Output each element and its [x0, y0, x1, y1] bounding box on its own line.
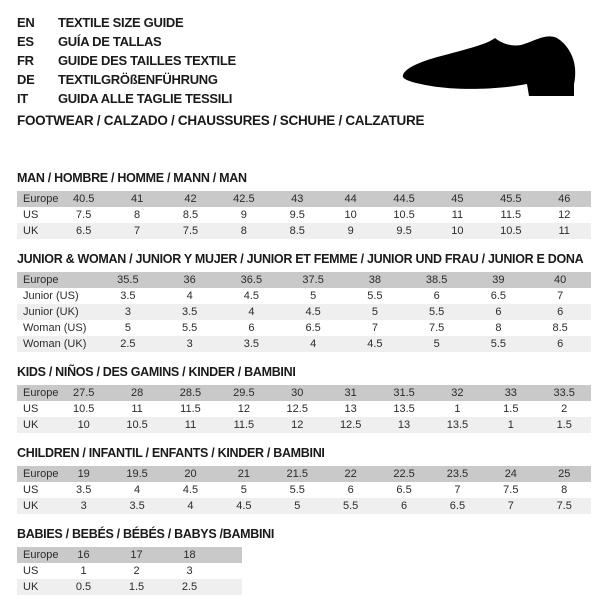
size-row: [17, 223, 591, 239]
size-value: 7: [507, 500, 514, 512]
size-value: 4.5: [305, 306, 321, 318]
size-value: 36: [183, 274, 196, 286]
size-value: 18: [183, 549, 196, 561]
guide-title-de: TEXTILGRÖßENFÜHRUNG: [58, 72, 218, 87]
size-value: 30: [291, 387, 304, 399]
size-value: 10.5: [500, 225, 522, 237]
region-label: Junior (UK): [23, 306, 79, 318]
size-value: 46: [558, 193, 571, 205]
size-value: 7.5: [428, 322, 445, 334]
language-code: ES: [17, 34, 34, 49]
region-label: Europe: [23, 193, 59, 205]
size-value: 13: [344, 403, 357, 415]
size-value: 35.5: [117, 274, 139, 286]
region-label: US: [23, 403, 39, 415]
size-value: 38.5: [425, 274, 448, 286]
table-rows: [17, 466, 590, 514]
size-value: 6: [557, 306, 564, 318]
size-value: 7.5: [503, 484, 519, 496]
size-header-row: [17, 466, 591, 482]
size-value: 6.5: [305, 322, 321, 334]
size-value: 5.5: [181, 322, 198, 334]
size-value: 8.5: [289, 225, 305, 237]
size-value: 17: [130, 549, 143, 561]
size-value: 13: [397, 419, 411, 431]
size-value: 43: [291, 193, 304, 205]
size-value: 1.5: [128, 581, 145, 593]
size-value: 5.5: [367, 290, 383, 302]
size-value: 9.5: [396, 225, 412, 237]
size-value: 3.5: [76, 484, 92, 496]
size-value: 40.5: [72, 193, 95, 205]
size-value: 5.5: [428, 306, 445, 318]
size-value: 11.5: [233, 419, 255, 431]
size-row: [17, 401, 591, 417]
region-label: UK: [23, 419, 39, 431]
region-label: US: [23, 484, 39, 496]
size-value: 11: [184, 419, 197, 431]
size-table-children: [17, 446, 590, 514]
size-value: 4: [186, 290, 193, 302]
size-value: 45: [451, 193, 464, 205]
size-table-kids: [17, 365, 590, 433]
region-label: Europe: [23, 549, 59, 561]
size-value: 6.5: [396, 484, 412, 496]
size-value: 3: [80, 500, 87, 512]
size-value: 45.5: [500, 193, 522, 205]
size-row: [17, 563, 242, 579]
size-value: 9: [347, 225, 354, 237]
size-value: 23.5: [446, 468, 469, 480]
size-value: 7: [134, 225, 141, 237]
size-value: 41: [130, 193, 144, 205]
size-value: 10: [77, 419, 90, 431]
size-row: [17, 482, 591, 498]
category-heading: FOOTWEAR / CALZADO / CHAUSSURES / SCHUHE / CALZATURE: [17, 113, 425, 128]
size-value: 11.5: [500, 209, 522, 221]
size-value: 5: [294, 500, 301, 512]
size-value: 12.5: [339, 419, 362, 431]
region-label: US: [23, 209, 39, 221]
size-value: 38: [368, 274, 381, 286]
size-value: 21: [237, 468, 250, 480]
size-value: 33.5: [553, 387, 575, 399]
size-value: 9.5: [289, 209, 305, 221]
size-value: 25: [558, 468, 571, 480]
size-value: 10: [344, 209, 357, 221]
size-value: 5: [433, 338, 440, 350]
size-value: 6.5: [490, 290, 507, 302]
size-header-row: [17, 547, 242, 563]
size-value: 1: [80, 565, 87, 577]
size-value: 9: [240, 209, 247, 221]
size-row: [17, 288, 591, 304]
size-value: 2: [561, 403, 568, 415]
language-code: FR: [17, 53, 34, 68]
size-value: 11: [451, 209, 464, 221]
size-value: 4.5: [182, 484, 199, 496]
size-value: 1: [454, 403, 461, 415]
size-value: 37.5: [302, 274, 324, 286]
size-value: 31: [344, 387, 357, 399]
size-value: 7: [371, 322, 378, 334]
size-value: 28: [130, 387, 144, 399]
size-value: 2: [133, 565, 140, 577]
table-title: JUNIOR & WOMAN / JUNIOR Y MUJER / JUNIOR ET FEMME / JUNIOR UND FRAU / JUNIOR E DONA: [17, 252, 584, 266]
size-value: 10.5: [72, 403, 95, 415]
size-value: 5: [240, 484, 247, 496]
size-row: [17, 320, 591, 336]
size-value: 6.5: [449, 500, 466, 512]
size-value: 11: [558, 225, 570, 237]
size-value: 10: [451, 225, 464, 237]
size-value: 3.5: [120, 290, 136, 302]
size-value: 6: [433, 290, 440, 302]
size-value: 6: [248, 322, 255, 334]
dress-shoe-icon: [391, 20, 577, 108]
size-value: 19: [77, 468, 90, 480]
size-value: 3.5: [243, 338, 260, 350]
size-value: 2.5: [181, 581, 198, 593]
size-value: 6: [347, 484, 354, 496]
size-value: 1: [507, 419, 514, 431]
guide-title-en: TEXTILE SIZE GUIDE: [58, 15, 184, 30]
size-value: 7.5: [556, 500, 572, 512]
language-code: IT: [17, 91, 28, 106]
size-value: 8.5: [182, 209, 199, 221]
size-value: 42.5: [233, 193, 255, 205]
region-label: Europe: [23, 274, 59, 286]
size-value: 40: [554, 274, 567, 286]
region-label: US: [23, 565, 39, 577]
size-value: 3.5: [129, 500, 145, 512]
size-value: 3: [124, 306, 131, 318]
size-value: 39: [492, 274, 505, 286]
size-value: 8.5: [552, 322, 568, 334]
size-table-man: [17, 171, 590, 239]
size-value: 7: [454, 484, 461, 496]
size-value: 5: [124, 322, 131, 334]
size-value: 21.5: [286, 468, 308, 480]
region-label: UK: [23, 581, 39, 593]
language-code: EN: [17, 15, 35, 30]
size-value: 22: [344, 468, 357, 480]
table-rows: [17, 385, 590, 433]
size-value: 11: [131, 403, 143, 415]
size-value: 13.5: [446, 419, 469, 431]
region-label: UK: [23, 225, 39, 237]
size-value: 11.5: [180, 403, 201, 415]
size-value: 12: [237, 403, 250, 415]
language-code: DE: [17, 72, 35, 87]
size-value: 16: [77, 549, 90, 561]
size-value: 7: [557, 290, 564, 302]
size-value: 4.5: [236, 500, 252, 512]
size-row: [17, 579, 242, 595]
table-title: MAN / HOMBRE / HOMME / MANN / MAN: [17, 171, 247, 185]
size-value: 5: [310, 290, 317, 302]
size-value: 3: [186, 338, 193, 350]
size-row: [17, 498, 591, 514]
guide-header: [17, 13, 590, 129]
size-value: 1.5: [503, 403, 519, 415]
size-value: 44: [344, 193, 357, 205]
size-value: 31.5: [393, 387, 415, 399]
region-label: Europe: [23, 387, 59, 399]
size-value: 4: [248, 306, 255, 318]
size-value: 44.5: [393, 193, 415, 205]
size-value: 5.5: [289, 484, 305, 496]
size-value: 7.5: [182, 225, 199, 237]
size-value: 6: [400, 500, 408, 512]
size-header-row: [17, 191, 591, 207]
size-value: 12: [558, 209, 571, 221]
size-value: 0.5: [75, 581, 92, 593]
size-table-babies: [17, 527, 590, 595]
size-value: 6: [495, 306, 502, 318]
size-value: 4.5: [243, 290, 260, 302]
size-value: 2.5: [120, 338, 136, 350]
size-value: 24: [504, 468, 517, 480]
size-value: 8: [495, 322, 502, 334]
size-value: 6: [557, 338, 564, 350]
size-value: 4.5: [367, 338, 383, 350]
size-value: 33: [504, 387, 517, 399]
size-value: 1.5: [556, 419, 572, 431]
size-value: 36.5: [240, 274, 263, 286]
size-value: 22.5: [393, 468, 415, 480]
region-label: Europe: [23, 468, 59, 480]
size-value: 29.5: [233, 387, 255, 399]
size-header-row: [17, 385, 591, 401]
size-tables: [17, 171, 590, 595]
size-row: [17, 417, 591, 433]
size-value: 19.5: [126, 468, 148, 480]
size-value: 4: [310, 338, 317, 350]
size-value: 5.5: [490, 338, 507, 350]
size-value: 3: [186, 565, 193, 577]
table-rows: [17, 547, 590, 595]
size-value: 27.5: [72, 387, 95, 399]
size-row: [17, 336, 591, 352]
size-value: 8: [561, 484, 568, 496]
guide-title-it: GUIDA ALLE TAGLIE TESSILI: [58, 91, 233, 106]
size-value: 10.5: [393, 209, 415, 221]
region-label: Junior (US): [23, 290, 79, 302]
table-title: CHILDREN / INFANTIL / ENFANTS / KINDER / BAMBINI: [17, 446, 325, 460]
size-value: 42: [184, 193, 197, 205]
size-row: [17, 207, 591, 223]
size-value: 4: [187, 500, 194, 512]
table-title: KIDS / NIÑOS / DES GAMINS / KINDER / BAMBINI: [17, 365, 296, 379]
size-value: 12.5: [286, 403, 308, 415]
size-table-junior-woman: [17, 252, 590, 352]
size-value: 10.5: [126, 419, 148, 431]
size-value: 6.5: [76, 225, 92, 237]
size-value: 20: [184, 468, 197, 480]
size-value: 4: [134, 484, 141, 496]
region-label: UK: [23, 500, 39, 512]
size-value: 12: [291, 419, 304, 431]
size-value: 28.5: [179, 387, 202, 399]
size-header-row: [17, 272, 591, 288]
region-label: Woman (US): [23, 322, 87, 334]
region-label: Woman (UK): [23, 338, 87, 350]
size-value: 32: [451, 387, 464, 399]
size-value: 8: [134, 209, 141, 221]
size-value: 8: [240, 225, 247, 237]
table-rows: [17, 272, 590, 352]
table-rows: [17, 191, 590, 239]
size-value: 13.5: [393, 403, 415, 415]
size-value: 7.5: [76, 209, 92, 221]
size-value: 3.5: [181, 306, 198, 318]
size-value: 5.5: [343, 500, 359, 512]
size-row: [17, 304, 591, 320]
guide-title-es: GUÍA DE TALLAS: [58, 34, 162, 49]
size-value: 5: [371, 306, 378, 318]
table-title: BABIES / BEBÉS / BÉBÉS / BABYS /BAMBINI: [17, 527, 275, 541]
guide-title-fr: GUIDE DES TAILLES TEXTILE: [58, 53, 236, 68]
